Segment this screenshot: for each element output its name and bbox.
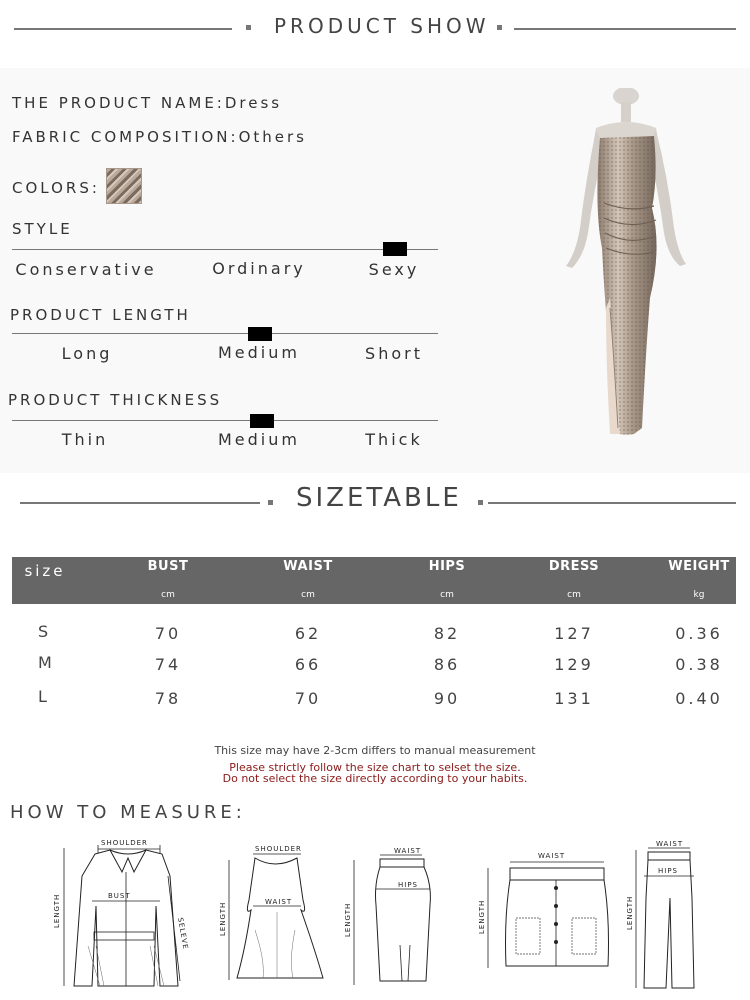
sizetable-title: SIZETABLE — [296, 483, 462, 513]
row-weight: 0.36 — [675, 624, 723, 643]
thickness-label: PRODUCT THICKNESS — [8, 391, 223, 409]
length-marker — [248, 327, 272, 341]
measurement-note: This size may have 2-3cm differs to manual measurement — [214, 744, 536, 757]
col-header-bust: BUST — [147, 559, 189, 574]
style-label: STYLE — [12, 220, 73, 238]
label-hips: HIPS — [398, 881, 418, 889]
row-size: L — [38, 687, 50, 706]
length-option-long: Long — [61, 344, 113, 363]
label-shoulder: SHOULDER — [255, 845, 302, 853]
thickness-option-thick: Thick — [365, 430, 423, 449]
row-hips: 86 — [433, 655, 461, 674]
length-option-short: Short — [365, 344, 423, 363]
label-waist: WAIST — [265, 898, 293, 906]
fabric-label: FABRIC COMPOSITION: — [12, 128, 239, 146]
col-header-weight: WEIGHT — [668, 559, 730, 574]
pants-measure-diagram — [620, 838, 715, 993]
label-sleeve: SELEVE — [176, 916, 190, 951]
label-bust: BUST — [108, 892, 131, 900]
thickness-marker — [250, 414, 274, 428]
col-header-waist: WAIST — [283, 559, 333, 574]
col-unit-hips: cm — [440, 590, 454, 600]
dress-measure-diagram — [215, 840, 325, 990]
divider-left — [14, 28, 232, 30]
length-option-medium: Medium — [218, 343, 300, 362]
row-weight: 0.38 — [675, 655, 723, 674]
row-weight: 0.40 — [675, 689, 723, 708]
label-length: LENGTH — [219, 901, 227, 936]
col-header-dress: DRESS — [548, 559, 600, 574]
row-dress: 131 — [554, 689, 594, 708]
length-label: PRODUCT LENGTH — [10, 306, 191, 324]
label-waist: WAIST — [656, 840, 684, 848]
fabric-row — [12, 128, 307, 146]
product-dress-image — [550, 88, 700, 468]
style-option-ordinary: Ordinary — [212, 259, 306, 278]
style-option-conservative: Conservative — [15, 260, 157, 279]
style-scale-line — [12, 249, 438, 250]
col-unit-waist: cm — [301, 590, 315, 600]
divider-right — [514, 28, 736, 30]
label-length: LENGTH — [478, 899, 486, 934]
length-scale-line — [12, 333, 438, 334]
skirt-measure-diagram — [340, 845, 450, 990]
color-swatch[interactable] — [106, 168, 142, 204]
size-warning-2: Do not select the size directly according to your habits. — [222, 772, 528, 785]
style-marker — [383, 242, 407, 256]
size-warning-1: Please strictly follow the size chart to selset the size. — [229, 761, 521, 774]
divider-dot — [478, 500, 483, 505]
thickness-option-thin: Thin — [61, 430, 109, 449]
product-name-value: Dress — [224, 94, 283, 112]
label-waist: WAIST — [538, 852, 566, 860]
col-unit-weight: kg — [693, 590, 705, 600]
label-shoulder: SHOULDER — [101, 839, 148, 847]
col-unit-dress: cm — [567, 590, 581, 600]
denim-skirt-measure-diagram — [476, 848, 616, 973]
product-name-label: THE PRODUCT NAME: — [12, 94, 225, 112]
thickness-option-medium: Medium — [218, 430, 300, 449]
row-bust: 78 — [154, 689, 182, 708]
row-waist: 66 — [294, 655, 322, 674]
thickness-scale-line — [12, 420, 438, 421]
how-to-measure-title: HOW TO MEASURE: — [10, 802, 246, 823]
product-name-row — [12, 94, 282, 112]
fabric-value: Others — [238, 128, 307, 146]
col-header-hips: HIPS — [428, 559, 466, 574]
size-table-header — [12, 557, 736, 604]
jacket-measure-diagram — [50, 836, 195, 994]
row-hips: 82 — [433, 624, 461, 643]
row-waist: 62 — [294, 624, 322, 643]
label-length: LENGTH — [53, 893, 61, 928]
divider-dot — [497, 25, 502, 30]
sizetable-divider-left — [20, 502, 260, 504]
row-size: S — [38, 622, 52, 641]
row-waist: 70 — [294, 689, 322, 708]
product-show-title: PRODUCT SHOW — [274, 14, 490, 38]
row-dress: 127 — [554, 624, 594, 643]
col-unit-bust: cm — [161, 590, 175, 600]
row-dress: 129 — [554, 655, 594, 674]
label-hips: HIPS — [658, 867, 678, 875]
row-bust: 70 — [154, 624, 182, 643]
colors-label: COLORS: — [12, 179, 100, 197]
label-length: LENGTH — [626, 895, 634, 930]
divider-dot — [268, 500, 273, 505]
row-size: M — [38, 653, 55, 672]
label-waist: WAIST — [394, 847, 422, 855]
sizetable-divider-right — [488, 502, 736, 504]
product-show-header — [0, 0, 750, 68]
style-option-sexy: Sexy — [368, 260, 420, 279]
label-length: LENGTH — [344, 902, 352, 937]
row-bust: 74 — [154, 655, 182, 674]
col-header-size: size — [24, 562, 66, 580]
divider-dot — [246, 25, 251, 30]
row-hips: 90 — [433, 689, 461, 708]
